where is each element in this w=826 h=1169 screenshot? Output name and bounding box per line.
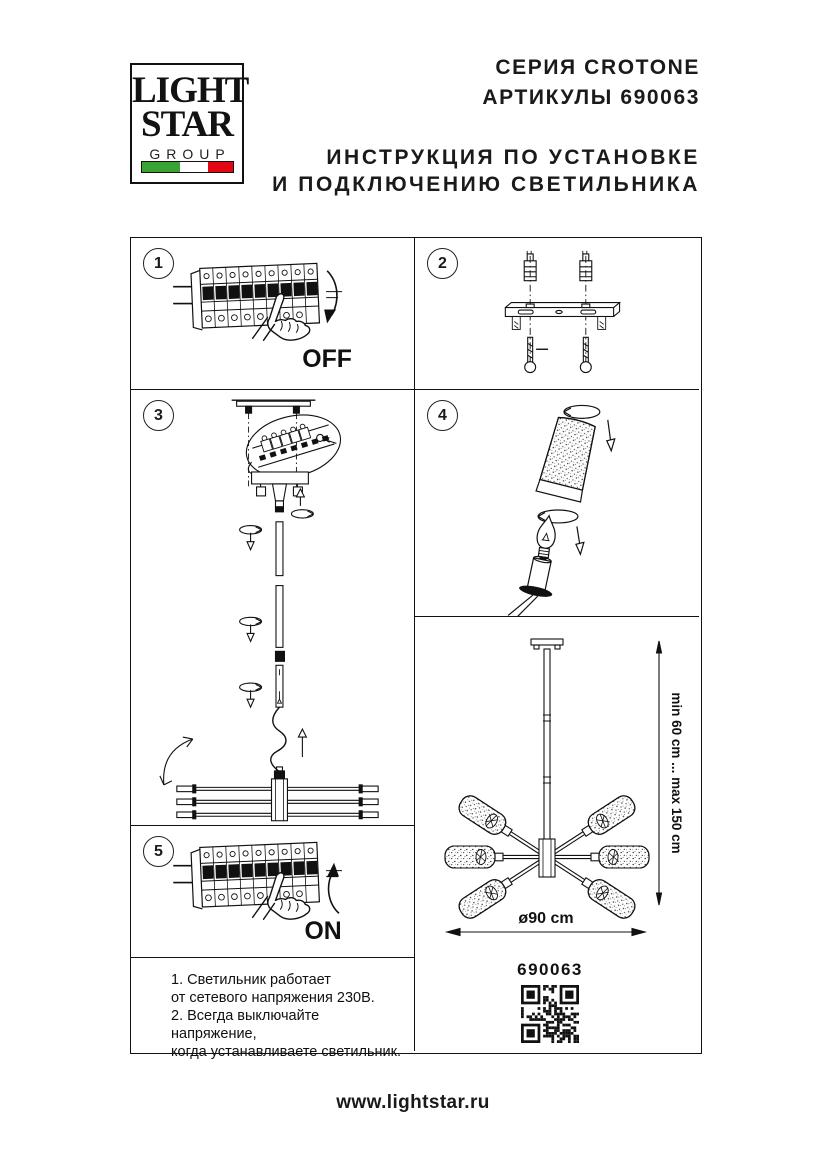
note-line: когда устанавливаете светильник. <box>171 1044 402 1060</box>
arrow-down-icon <box>576 526 584 554</box>
safety-notes-panel <box>131 958 415 1060</box>
step-1-badge <box>143 248 174 279</box>
folded-arms <box>177 779 378 821</box>
rotate-up-icon <box>291 489 313 518</box>
qr-code <box>521 985 579 1043</box>
step-3-number: 3 <box>154 406 163 424</box>
note-line: от сетевого напряжения 230В. <box>171 990 375 1006</box>
instruction-title-line1: ИНСТРУКЦИЯ ПО УСТАНОВКЕ <box>326 145 700 169</box>
step-5-badge <box>143 836 174 867</box>
step-5-number: 5 <box>154 842 163 860</box>
instruction-title-line2: И ПОДКЛЮЧЕНИЮ СВЕТИЛЬНИКА <box>272 173 700 197</box>
glass-shade <box>536 415 599 502</box>
height-dimension <box>657 641 662 905</box>
flag-red <box>208 162 233 172</box>
swing-arrow-icon <box>160 737 193 785</box>
rotate-icon <box>564 405 600 418</box>
product-illustration <box>415 617 699 1051</box>
switch-off-label: OFF <box>302 346 352 374</box>
logo-group: GROUP <box>149 146 231 163</box>
logo-light: LIGHT <box>132 70 249 111</box>
step-1-number: 1 <box>154 254 163 272</box>
step-5-panel <box>131 826 415 958</box>
product-panel <box>415 617 699 1051</box>
breaker-strip-icon <box>173 842 342 919</box>
instruction-grid <box>130 237 702 1060</box>
step-5-illustration <box>131 826 414 957</box>
diameter-label: ø90 cm <box>518 910 574 927</box>
italian-flag-icon <box>141 161 234 173</box>
step-1-panel <box>131 238 415 390</box>
flag-green <box>142 162 180 172</box>
step-4-panel <box>415 390 699 617</box>
flag-white <box>180 162 208 172</box>
suspension-rod <box>544 649 550 840</box>
rotate-icon <box>538 510 578 523</box>
step-2-panel <box>415 238 699 390</box>
rod-segment <box>276 522 283 576</box>
header-titles <box>272 53 700 198</box>
rod-coupler <box>275 651 284 661</box>
height-range-label: min 60 cm ... max 150 cm <box>669 692 684 854</box>
step-2-number: 2 <box>438 254 447 272</box>
logo-star: STAR <box>141 104 233 146</box>
note-line: 2. Всегда выключайте напряжение, <box>171 1008 320 1042</box>
step-2-badge <box>427 248 458 279</box>
candle-bulb <box>534 514 558 561</box>
ceiling-bracket <box>232 400 316 413</box>
rotate-down-icon <box>240 617 262 641</box>
breaker-strip-icon <box>173 263 342 340</box>
arrow-up-icon <box>298 729 306 757</box>
website-url: www.lightstar.ru <box>336 1092 490 1113</box>
articles-title: АРТИКУЛЫ 690063 <box>482 86 700 110</box>
mounting-bracket <box>505 303 619 330</box>
switch-on-label: ON <box>304 918 342 946</box>
step-4-number: 4 <box>438 406 447 424</box>
step-3-badge <box>143 400 174 431</box>
step-3-illustration <box>131 390 414 825</box>
step-4-illustration <box>415 390 699 616</box>
rotate-down-icon <box>240 526 262 550</box>
step-3-panel <box>131 390 415 826</box>
lamp-socket <box>508 553 560 616</box>
center-hub <box>539 839 555 877</box>
rod-segment <box>276 586 283 648</box>
series-title: СЕРИЯ CROTONE <box>495 56 700 79</box>
power-cable <box>271 707 286 771</box>
ceiling-plate <box>531 639 563 649</box>
article-number: 690063 <box>517 960 583 979</box>
diameter-dimension <box>447 929 645 936</box>
screw <box>525 337 548 372</box>
lightstar-logo <box>130 63 249 184</box>
note-line: 1. Светильник работает <box>171 972 331 988</box>
step-4-badge <box>427 400 458 431</box>
rotate-down-icon <box>240 683 262 707</box>
arrow-down-icon <box>607 420 615 451</box>
